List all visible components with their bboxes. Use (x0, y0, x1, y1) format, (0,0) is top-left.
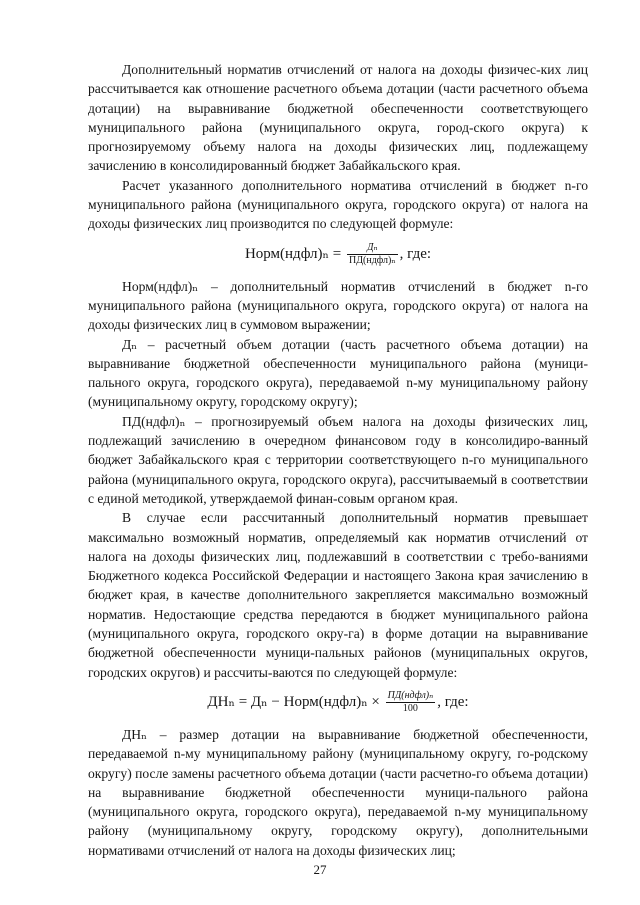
paragraph-norm-definition: Норм(ндфл)ₙ – дополнительный норматив отчислений в бюджет n-го муниципального района (муниципального округа, городского округа) от налога на доходы физических лиц в суммовом выражении; (88, 278, 588, 333)
formula-dn-numerator: ПД(ндфл)ₙ (387, 689, 434, 701)
formula-dn-fraction (386, 690, 436, 715)
formula-norm-suffix: , где: (399, 245, 432, 262)
paragraph-definition: Дополнительный норматив отчислений от налога на доходы физичес-ких лиц рассчитывается как отношение расчетного объема дотации (части расчетного объема дотации) на выравнивание бюджетной обеспеченности соответствующего муниципального района (муниципального округа, город-ского округа) к прогнозируемому объему налога на доходы физических лиц, подлежащему зачислению в консолидированный бюджет Забайкальского края. (88, 62, 588, 174)
formula-norm-lhs: Норм(ндфл)ₙ = (244, 245, 342, 262)
formula-norm (88, 242, 588, 267)
formula-dn-denominator: 100 (386, 702, 436, 715)
paragraph-d-definition: Дₙ – расчетный объем дотации (часть расчетного объема дотации) на выравнивание бюджетной обеспеченности муниципального района (муници-пального округа, городского округа), передаваемой n-му муниципальному району (муниципальному округу, городскому округу); (88, 336, 588, 410)
formula-dn (88, 690, 588, 715)
formula-norm-fraction (347, 242, 398, 267)
paragraph-calculation-intro: Расчет указанного дополнительного норматива отчислений в бюджет n-го муниципального района (муниципального округа, городского округа) от налога на доходы физических лиц производится по следующей формуле: (88, 177, 588, 232)
page-number: 27 (313, 862, 327, 877)
paragraph-dn-definition: ДНₙ – размер дотации на выравнивание бюджетной обеспеченности, передаваемой n-му муниципальному району (муниципальному округу, го-родскому округу) после замены расчетного объема дотации (части расчетно-го объема дотации) на выравнивание бюджетной обеспеченности муници-пального района (муниципального округа, городского округа), передаваемой n-му муниципальному району (муниципальному округу, городскому округу), дополнительными нормативами отчислений от налога на доходы физических лиц; (88, 726, 588, 858)
paragraph-pd-definition: ПД(ндфл)ₙ – прогнозируемый объем налога на доходы физических лиц, подлежащий зачислению в очередном финансовом году в консолидиро-ванный бюджет Забайкальского края с территории соответствующего n-го муниципального района (муниципального округа, городского округа), рассчитываемый в соответствии с единой методикой, утверждаемой финан-совым органом края. (88, 413, 588, 506)
document-page (88, 60, 588, 860)
formula-norm-numerator: Дₙ (367, 241, 378, 253)
paragraph-exceeding-case: В случае если рассчитанный дополнительный норматив превышает максимально возможный норматив, определяемый как норматив отчислений от налога на доходы физических лиц, подлежавший в соответствии с требо-ваниями Бюджетного кодекса Российской Федерации и настоящего Закона края зачислению в бюджет края, в качестве дополнительного закрепляется максимально возможный норматив. Недостающие средства передаются в бюджет муниципального района (муниципального округа, городского окру-га) в форме дотации на выравнивание бюджетной обеспеченности муници-пальных районов (муниципальных округов, городских округов) и рассчиты-ваются по следующей формуле: (88, 510, 588, 680)
formula-dn-lhs: ДНₙ = Дₙ − Норм(ндфл)ₙ × (207, 693, 380, 710)
formula-dn-suffix: , где: (437, 693, 469, 710)
formula-norm-denominator: ПД(ндфл)ₙ (348, 254, 396, 266)
